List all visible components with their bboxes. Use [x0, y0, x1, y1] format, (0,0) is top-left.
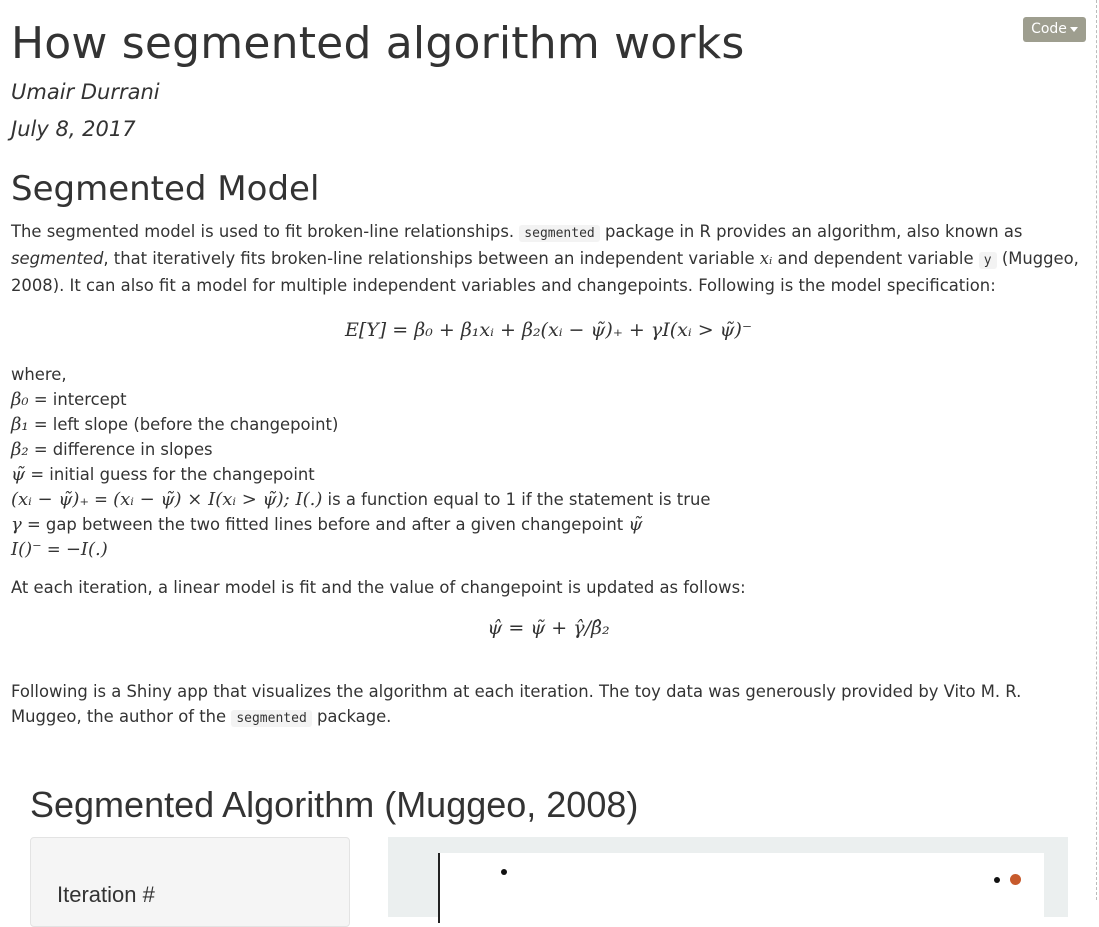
definition-text: is a function equal to 1 if the statement is true	[322, 490, 711, 509]
definition-text: =	[41, 540, 66, 559]
math-symbol: β₂	[11, 439, 29, 460]
data-point	[994, 877, 1000, 883]
model-equation: E[Y] = β₀ + β₁xᵢ + β₂(xᵢ − ψ̃)₊ + γI(xᵢ > ψ̃)⁻	[344, 319, 752, 341]
math-symbol: (xᵢ − ψ̃)₊	[11, 489, 89, 510]
definition-text: = left slope (before the changepoint)	[28, 415, 339, 434]
definition-item	[11, 462, 1086, 487]
math-symbol: −I(.)	[65, 539, 108, 560]
page-border	[1096, 0, 1097, 900]
intro-text: , that iteratively fits broken-line relationships between an independent variable	[103, 249, 760, 268]
app-title: Segmented Algorithm (Muggeo, 2008)	[30, 784, 639, 825]
highlighted-point	[1010, 874, 1021, 885]
date: July 8, 2017	[11, 117, 136, 141]
plot-panel	[388, 837, 1068, 917]
math-symbol: β₀	[11, 389, 29, 410]
math-symbol: I()⁻	[11, 539, 42, 560]
intro-text: and dependent variable	[772, 249, 979, 268]
math-symbol: ψ̃	[11, 464, 26, 485]
shiny-app	[30, 783, 1070, 907]
definition-text: = gap between the two fitted lines before and after a given changepoint	[21, 515, 629, 534]
inline-math: xᵢ	[759, 249, 773, 268]
iteration-label: Iteration #	[57, 882, 155, 907]
page-title: How segmented algorithm works	[11, 18, 745, 69]
math-symbol: ψ̃	[628, 514, 643, 535]
definition-text: =	[88, 490, 114, 509]
shiny-text: Following is a Shiny app that visualizes the algorithm at each iteration. The toy data was generously provided by Vito M. R. Muggeo, the author of the	[11, 682, 1022, 726]
intro-paragraph	[11, 219, 1086, 298]
plot-area	[438, 853, 1044, 923]
definition-text: = difference in slopes	[28, 440, 213, 459]
inline-code: segmented	[519, 225, 599, 242]
section-heading: Segmented Model	[11, 169, 320, 209]
inline-code: segmented	[231, 710, 311, 727]
definition-text: = intercept	[28, 390, 127, 409]
data-point	[501, 869, 507, 875]
definition-item	[11, 537, 1086, 562]
app-sidebar	[30, 837, 350, 927]
shiny-paragraph	[11, 679, 1086, 731]
intro-text: (Muggeo, 2008). It can also fit a model for multiple independent variables and changepoints. Following is the model specification:	[11, 249, 1079, 295]
where-label: where,	[11, 365, 67, 384]
document-body	[11, 14, 1086, 731]
emphasis: segmented	[11, 249, 104, 268]
math-symbol: β₁	[11, 414, 29, 435]
shiny-text: package.	[311, 707, 392, 726]
author: Umair Durrani	[11, 80, 160, 104]
definition-item	[11, 487, 1086, 512]
inline-code: y	[979, 252, 997, 269]
update-equation: ψ̂ = ψ̃ + γ̂/β̂₂	[487, 617, 610, 639]
code-button-label: Code	[1031, 21, 1067, 37]
definition-item	[11, 412, 1086, 437]
definition-list	[11, 362, 1086, 562]
definition-item	[11, 387, 1086, 412]
definition-item	[11, 512, 1086, 537]
intro-text: package in R provides an algorithm, also known as	[599, 222, 1023, 241]
math-symbol: γ	[11, 514, 22, 535]
iteration-paragraph: At each iteration, a linear model is fit and the value of changepoint is updated as follows:	[11, 578, 746, 597]
definition-text: = initial guess for the changepoint	[25, 465, 315, 484]
y-axis-line	[438, 853, 440, 923]
definition-item	[11, 437, 1086, 462]
intro-text: The segmented model is used to fit broken-line relationships.	[11, 222, 520, 241]
math-symbol: (xᵢ − ψ̃) × I(xᵢ > ψ̃); I(.)	[113, 489, 323, 510]
